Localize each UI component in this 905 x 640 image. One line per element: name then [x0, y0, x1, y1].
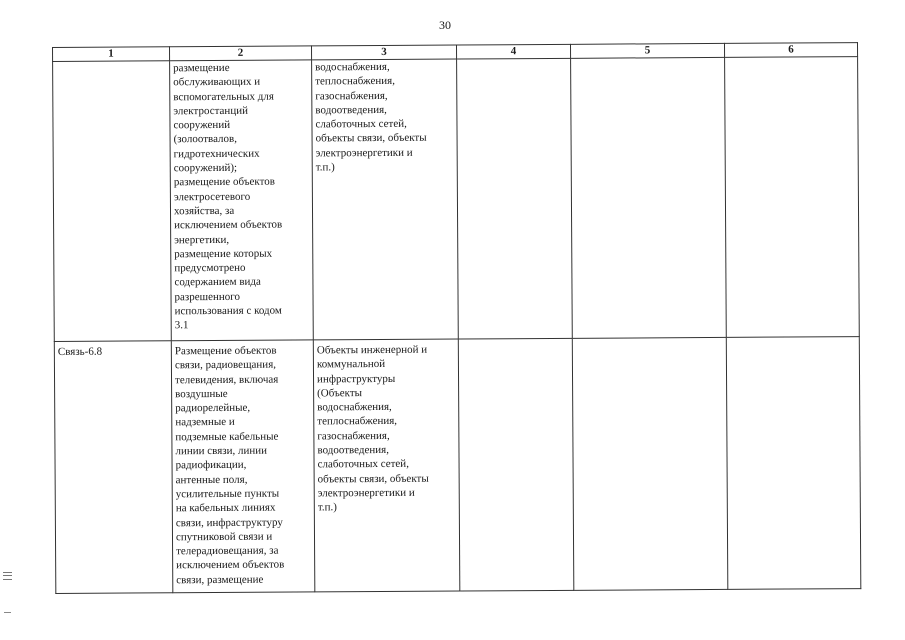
table-cell — [312, 59, 459, 340]
table-cell — [313, 339, 460, 592]
table-row — [53, 57, 860, 342]
table-cell — [170, 60, 314, 341]
table-row — [54, 337, 861, 594]
cell-text: водоснабжения, теплоснабжения, газоснабжения, водоотведения, слаботочных сетей, объекты связи, объекты электроэнергетики и т.п.) — [315, 60, 427, 174]
table-cell — [571, 57, 727, 338]
cell-text: размещение обслуживающих и вспомогательных для электростанций сооружений (золоотвалов, гидротехнических сооружений); размещение объектов электросетевого хозяйства, за исключением объектов энергетики, размещение которых предусмотрено содержанием вида разрешенного использования с кодом 3.1 — [173, 61, 283, 332]
table-cell — [53, 61, 172, 342]
table-cell — [457, 58, 573, 339]
table-cell — [54, 341, 173, 594]
column-header-3: 3 — [311, 45, 456, 60]
cell-text — [460, 59, 567, 60]
table-cell — [725, 57, 860, 338]
zoning-table — [52, 42, 861, 594]
table-cell — [572, 337, 728, 590]
cell-text — [730, 340, 856, 341]
page-number: 30 — [439, 18, 451, 32]
column-header-5: 5 — [570, 43, 724, 58]
cell-text: Связь-6.8 — [57, 345, 103, 358]
column-header-6: 6 — [724, 43, 857, 58]
cell-text — [56, 61, 166, 62]
column-header-2: 2 — [170, 46, 312, 61]
cell-text: Объекты инженерной и коммунальной инфраструктуры (Объекты водоснабжения, теплоснабжения, газоснабжения, водоотведения, слаботочных сетей, объекты связи, объекты электроэнергетики и т.п.) — [316, 343, 429, 514]
margin-dash-mark — [4, 612, 11, 613]
column-header-1: 1 — [53, 47, 170, 62]
cell-text — [574, 58, 721, 59]
column-header-4: 4 — [456, 44, 570, 59]
cell-text — [576, 341, 723, 342]
cell-text: Размещение объектов связи, радиовещания, телевидения, включая воздушные радиорелейные, надземные и подземные кабельные линии связи, линии радиофикации, антенные поля, усилительные пункты на кабельных линиях связи, инфраструктуру спутниковой связи и телерадиовещания, за исключением объектов связи, размещение — [174, 344, 285, 587]
table-cell — [171, 340, 315, 593]
table-cell — [458, 338, 574, 591]
table-cell — [726, 337, 861, 590]
cell-text — [728, 57, 854, 58]
margin-binding-mark — [3, 572, 12, 580]
cell-text — [462, 342, 569, 343]
